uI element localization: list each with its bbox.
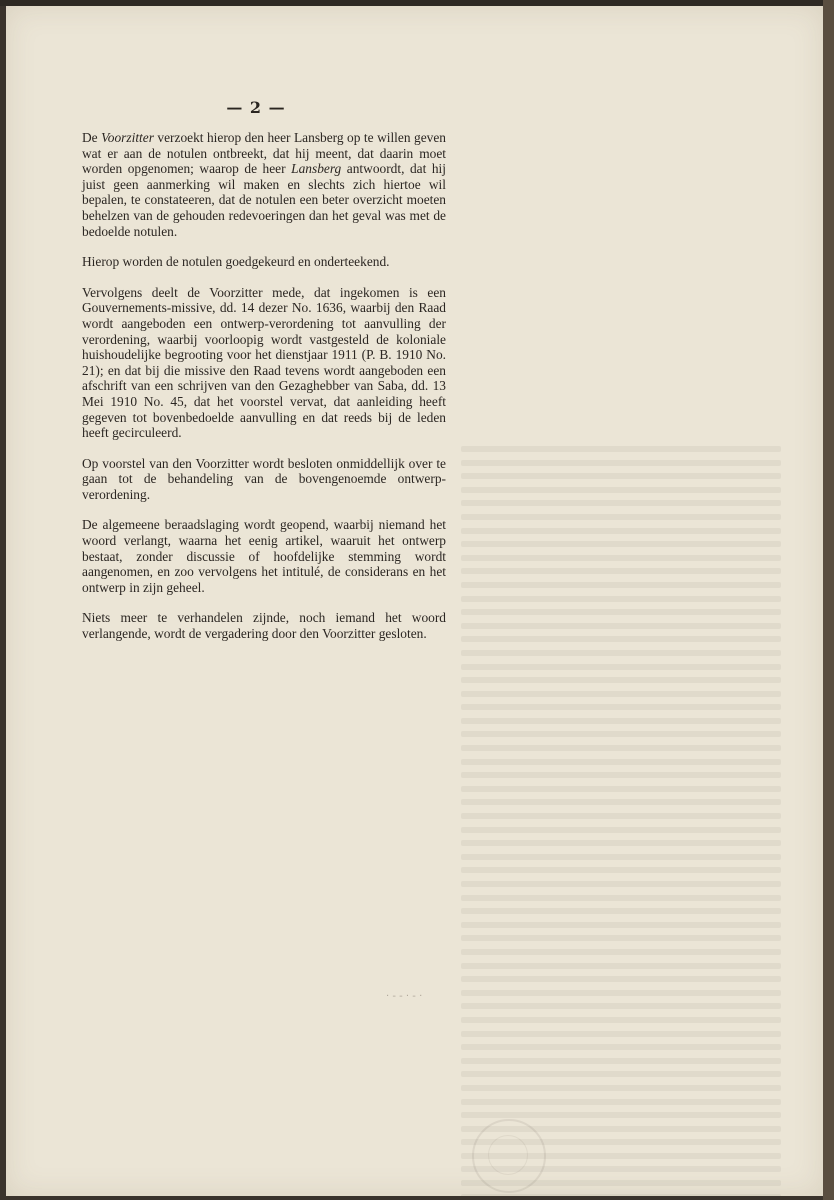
text-run: verzoekt hierop den heer Lansberg op te willen geven wat er aan de notulen ontbreekt, dat hij meent, dat daarin moet worden opgenomen; waarop de heer xyxy=(82,130,446,177)
text-run: Hierop worden de notulen goedgekeurd en onderteekend. xyxy=(82,254,390,270)
paragraph xyxy=(82,456,446,503)
italic-name: Lansberg xyxy=(291,161,342,177)
text-run: antwoordt, dat hij juist geen aanmerking wil maken en slechts zich hiertoe wil bepalen, te constateeren, dat de notulen een beter overzicht moeten behelzen van de gehouden redevoeringen dan het geval was met de bedoelde notulen. xyxy=(82,161,446,239)
text-run: Op voorstel van den Voorzitter wordt besloten onmiddellijk over te gaan tot de behandeling van de bovengenoemde ontwerp-verordening. xyxy=(82,455,446,502)
text-run: Vervolgens deelt de Voorzitter mede, dat ingekomen is een Gouvernements-missive, dd. 14 dezer No. 1636, waarbij den Raad wordt aangeboden een ontwerp-verordening tot aanvulling der verordening, waarbij voorloopig wordt vastgesteld de koloniale huishoudelijke begrooting voor het dienstjaar 1911 (P. B. 1910 No. 21); en dat bij die missive den Raad tevens wordt aangeboden een afschrift van een schrijven van den Gezaghebber van Saba, dd. 13 Mei 1910 No. 45, dat het voorstel vervat, dat aanleiding heeft gegeven tot bovenbedoelde aanvulling en dat reeds bij de leden heeft gecirculeerd. xyxy=(82,284,446,441)
text-run: De xyxy=(82,130,102,145)
paragraph xyxy=(82,285,446,441)
document-body xyxy=(82,130,446,657)
text-run: Niets meer te verhandelen zijnde, noch iemand het woord verlangende, wordt de vergadering door den Voorzitter gesloten. xyxy=(82,610,446,642)
library-stamp-mark xyxy=(472,1119,546,1193)
scan-right-border xyxy=(823,0,834,1200)
italic-name: Voorzitter xyxy=(101,130,154,145)
paragraph xyxy=(82,610,446,641)
bleed-through-lines xyxy=(461,446,781,1196)
document-page xyxy=(6,6,823,1196)
page-number: — 2 — xyxy=(226,98,286,117)
paragraph xyxy=(82,517,446,595)
paragraph xyxy=(82,254,446,270)
paragraph xyxy=(82,130,446,239)
ink-speck-marks: · ‑ ‑ · ‑ · xyxy=(386,991,423,1002)
text-run: De algemeene beraadslaging wordt geopend, waarbij niemand het woord verlangt, waarna het eenig artikel, waaruit het ontwerp bestaat, zonder discussie of hoofdelijke stemming wordt aangenomen, en zoo vervolgens het intitulé, de considerans en het ontwerp in zijn geheel. xyxy=(82,517,446,595)
